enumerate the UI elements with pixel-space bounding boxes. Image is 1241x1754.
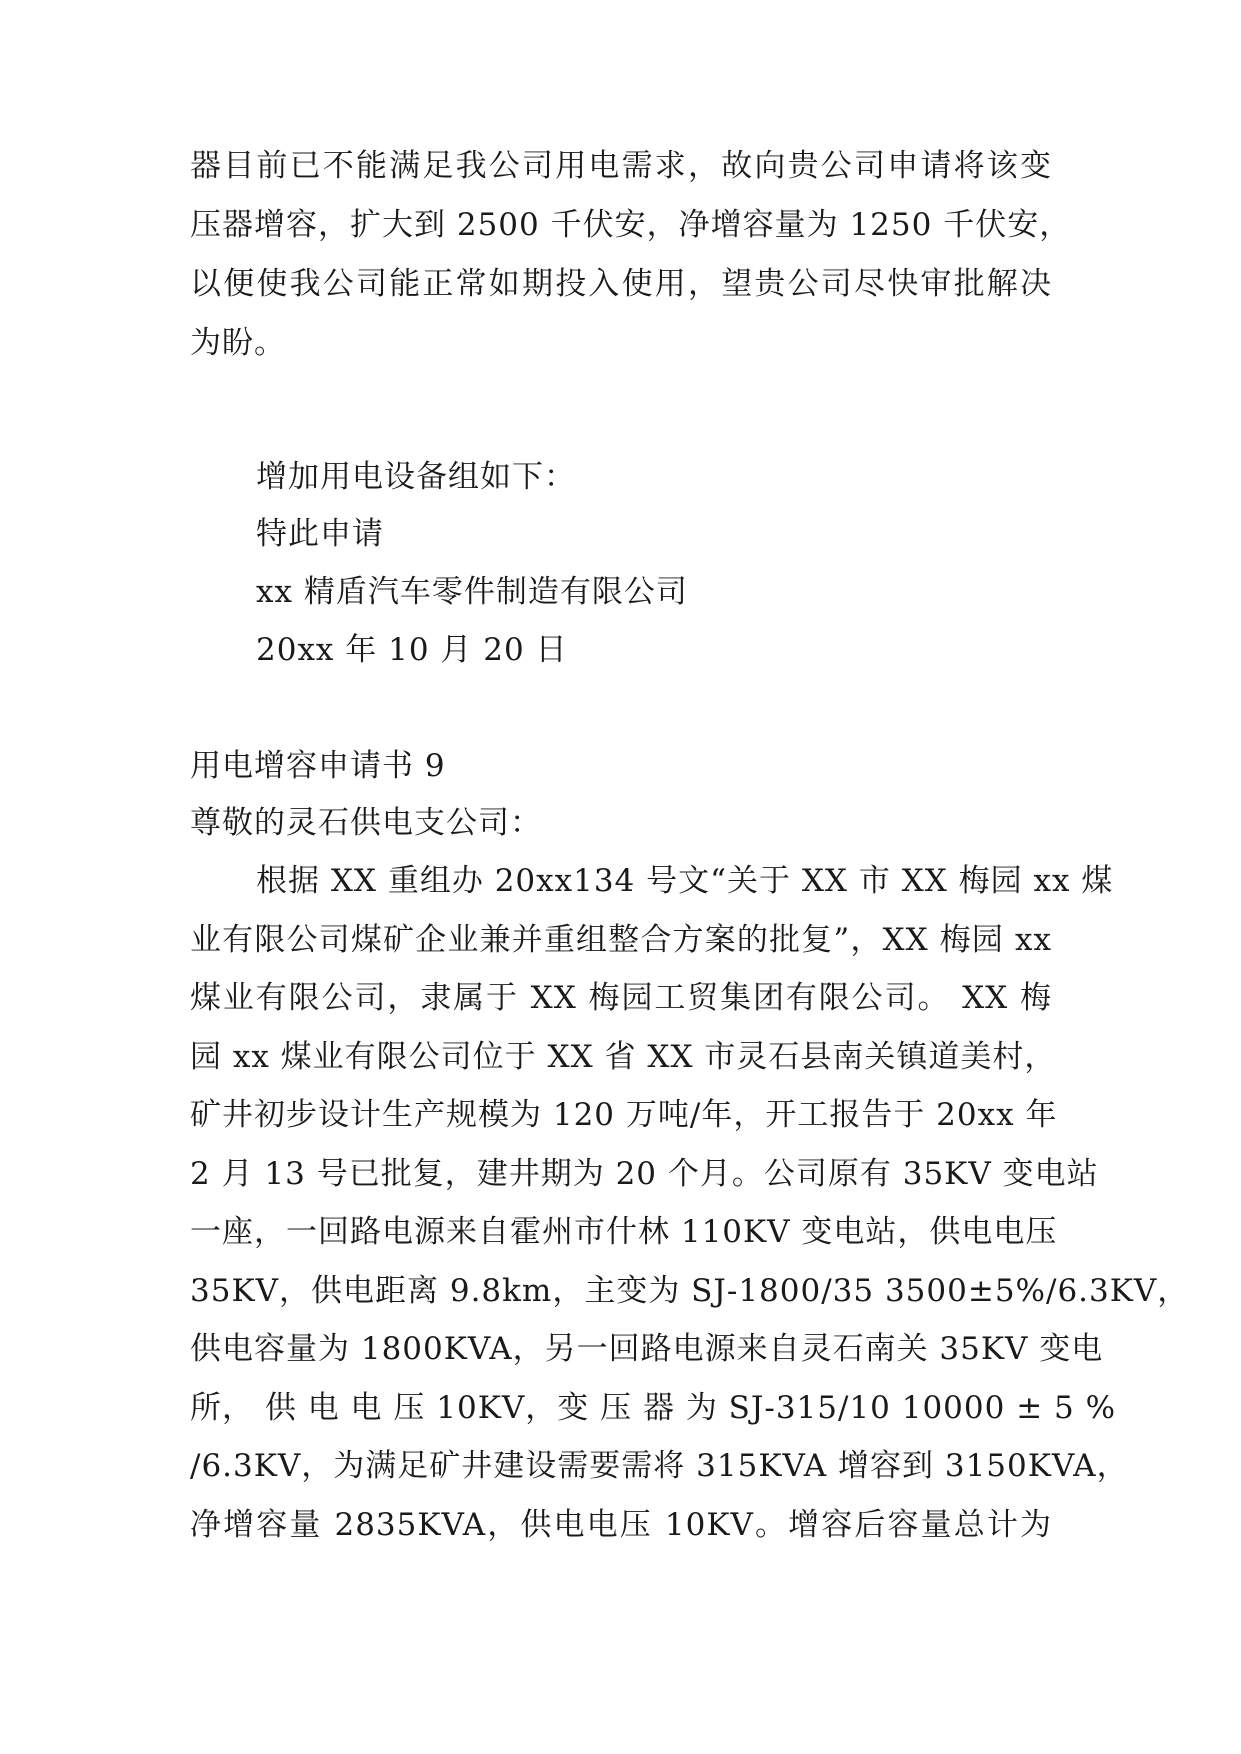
paragraph-line: 2 月 13 号已批复，建井期为 20 个月。公司原有 35KV 变电站 bbox=[190, 1156, 1099, 1192]
paragraph-line: 所， 供 电 电 压 10KV，变 压 器 为 SJ-315/10 10000 ± 5 % bbox=[190, 1390, 1117, 1426]
paragraph-line: 煤业有限公司，隶属于 XX 梅园工贸集团有限公司。 XX 梅 bbox=[190, 980, 1052, 1016]
section-title: 用电增容申请书 9 bbox=[190, 748, 446, 784]
special-request: 特此申请 bbox=[256, 516, 384, 552]
paragraph-line: 为盼。 bbox=[190, 325, 286, 361]
paragraph-line: /6.3KV，为满足矿井建设需要需将 315KVA 增容到 3150KVA， bbox=[190, 1448, 1129, 1484]
paragraph-line: 35KV，供电距离 9.8km，主变为 SJ-1800/35 3500±5%/6.3KV， bbox=[190, 1273, 1190, 1309]
paragraph-line: 压器增容，扩大到 2500 千伏安，净增容量为 1250 千伏安， bbox=[190, 207, 1072, 243]
company-signature: xx 精盾汽车零件制造有限公司 bbox=[256, 574, 688, 610]
equipment-intro: 增加用电设备组如下： bbox=[256, 459, 576, 495]
paragraph-line: 业有限公司煤矿企业兼并重组整合方案的批复”，XX 梅园 xx bbox=[190, 922, 1052, 958]
signature-date: 20xx 年 10 月 20 日 bbox=[256, 632, 568, 668]
paragraph-line: 供电容量为 1800KVA，另一回路电源来自灵石南关 35KV 变电 bbox=[190, 1331, 1104, 1367]
paragraph-line: 以便使我公司能正常如期投入使用，望贵公司尽快审批解决 bbox=[190, 266, 1052, 302]
paragraph-line: 矿井初步设计生产规模为 120 万吨/年，开工报告于 20xx 年 bbox=[190, 1097, 1058, 1133]
salutation: 尊敬的灵石供电支公司： bbox=[190, 805, 542, 841]
paragraph-line: 器目前已不能满足我公司用电需求，故向贵公司申请将该变 bbox=[190, 148, 1052, 184]
paragraph-line: 园 xx 煤业有限公司位于 XX 省 XX 市灵石县南关镇道美村， bbox=[190, 1039, 1057, 1075]
paragraph-line: 根据 XX 重组办 20xx134 号文“关于 XX 市 XX 梅园 xx 煤 bbox=[256, 863, 1114, 899]
paragraph-line: 一座，一回路电源来自霍州市什林 110KV 变电站，供电电压 bbox=[190, 1214, 1058, 1250]
paragraph-line: 净增容量 2835KVA，供电电压 10KV。增容后容量总计为 bbox=[190, 1507, 1052, 1543]
